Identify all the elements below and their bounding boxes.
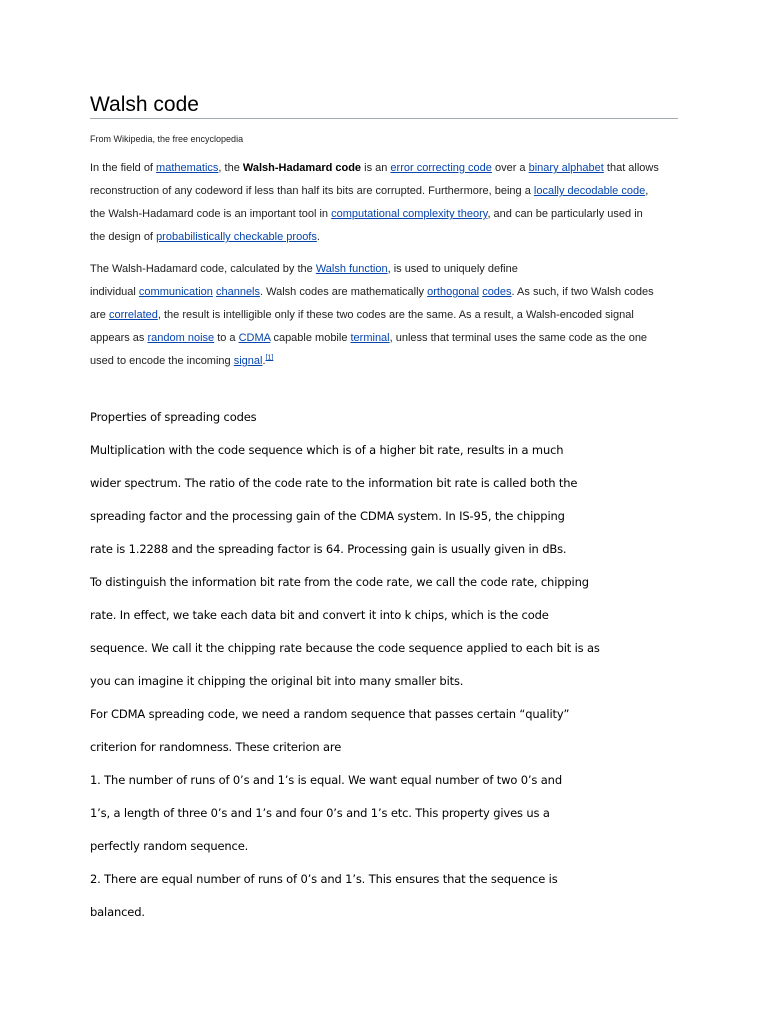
body-text-line: 1’s, a length of three 0’s and 1’s and four 0’s and 1’s etc. This property gives us a — [90, 806, 550, 820]
link-walsh-function[interactable]: Walsh function — [315, 263, 388, 275]
link-channels[interactable]: channels — [215, 286, 261, 298]
body-text-line: 1. The number of runs of 0’s and 1’s is equal. We want equal number of two 0’s and — [90, 773, 562, 787]
text-span: , and can be particularly used in — [487, 208, 643, 220]
text-span: The Walsh-Hadamard code, calculated by the — [90, 263, 316, 275]
link-codes[interactable]: codes — [482, 286, 512, 298]
text-span: over a — [491, 162, 529, 174]
paragraph-1-line-1 — [90, 161, 659, 175]
link-error-correcting-code[interactable]: error correcting code — [390, 162, 492, 174]
link-locally-decodable-code[interactable]: locally decodable code — [533, 185, 646, 197]
link-random-noise[interactable]: random noise — [147, 332, 215, 344]
text-span: used to encode the incoming — [90, 355, 234, 367]
reference-link[interactable]: [1] — [265, 354, 274, 362]
paragraph-2-line-3 — [90, 308, 634, 322]
link-binary-alphabet[interactable]: binary alphabet — [528, 162, 604, 174]
body-text-line: To distinguish the information bit rate from the code rate, we call the code rate, chipping — [90, 575, 589, 589]
link-mathematics[interactable]: mathematics — [156, 162, 219, 174]
text-span: , unless that terminal uses the same code as the one — [389, 332, 648, 344]
paragraph-1-line-2 — [90, 184, 648, 198]
text-span: , — [645, 185, 649, 197]
article-title: Walsh code — [90, 92, 678, 119]
body-text-line: Multiplication with the code sequence which is of a higher bit rate, results in a much — [90, 443, 564, 457]
text-span: , the — [218, 162, 243, 174]
paragraph-2-line-2 — [90, 285, 654, 299]
text-span: . — [316, 231, 320, 243]
text-span: . As such, if two Walsh codes — [511, 286, 654, 298]
link-signal[interactable]: signal — [233, 355, 263, 367]
text-span: reconstruction of any codeword if less than half its bits are corrupted. Furthermore, being a — [90, 185, 534, 197]
paragraph-1-line-4 — [90, 230, 320, 244]
text-span: In the field of — [90, 162, 157, 174]
link-computational-complexity-theory[interactable]: computational complexity theory — [331, 208, 488, 220]
text-span: are — [90, 309, 109, 321]
text-span: . Walsh codes are mathematically — [260, 286, 428, 298]
body-text-line: you can imagine it chipping the original bit into many smaller bits. — [90, 674, 464, 688]
body-text-line: 2. There are equal number of runs of 0’s and 1’s. This ensures that the sequence is — [90, 872, 558, 886]
body-text-line: perfectly random sequence. — [90, 839, 249, 853]
link-orthogonal[interactable]: orthogonal — [427, 286, 480, 298]
link-terminal[interactable]: terminal — [350, 332, 390, 344]
body-text-line: criterion for randomness. These criterion are — [90, 740, 342, 754]
text-span: , is used to uniquely define — [387, 263, 518, 275]
body-text-line: balanced. — [90, 905, 145, 919]
body-text-line: sequence. We call it the chipping rate because the code sequence applied to each bit is as — [90, 641, 600, 655]
text-span: to a — [214, 332, 239, 344]
body-text-line: For CDMA spreading code, we need a random sequence that passes certain “quality” — [90, 707, 570, 721]
text-span: individual — [90, 286, 139, 298]
text-span: appears as — [90, 332, 148, 344]
paragraph-2-line-5 — [90, 354, 273, 368]
text-span: capable mobile — [270, 332, 351, 344]
body-text-line: rate is 1.2288 and the spreading factor is 64. Processing gain is usually given in dBs. — [90, 542, 567, 556]
body-text-line: spreading factor and the processing gain of the CDMA system. In IS-95, the chipping — [90, 509, 565, 523]
text-span: the design of — [90, 231, 157, 243]
text-span: , the result is intelligible only if these two codes are the same. As a result, a Walsh-encoded signal — [157, 309, 634, 321]
body-text-line: wider spectrum. The ratio of the code rate to the information bit rate is called both the — [90, 476, 578, 490]
link-probabilistically-checkable-proofs[interactable]: probabilistically checkable proofs — [156, 231, 317, 243]
body-text-line: rate. In effect, we take each data bit and convert it into k chips, which is the code — [90, 608, 549, 622]
paragraph-2-line-1 — [90, 262, 518, 276]
link-communication[interactable]: communication — [138, 286, 213, 298]
bold-term: Walsh-Hadamard code — [242, 162, 362, 174]
article-tagline: From Wikipedia, the free encyclopedia — [90, 134, 244, 144]
text-span: that allows — [603, 162, 659, 174]
paragraph-1-line-3 — [90, 207, 643, 221]
paragraph-2-line-4 — [90, 331, 647, 345]
section-heading: Properties of spreading codes — [90, 410, 257, 424]
link-cdma[interactable]: CDMA — [238, 332, 271, 344]
text-span: is an — [361, 162, 391, 174]
text-span: the Walsh-Hadamard code is an important tool in — [90, 208, 332, 220]
link-correlated[interactable]: correlated — [108, 309, 158, 321]
text-span: . — [262, 355, 266, 367]
